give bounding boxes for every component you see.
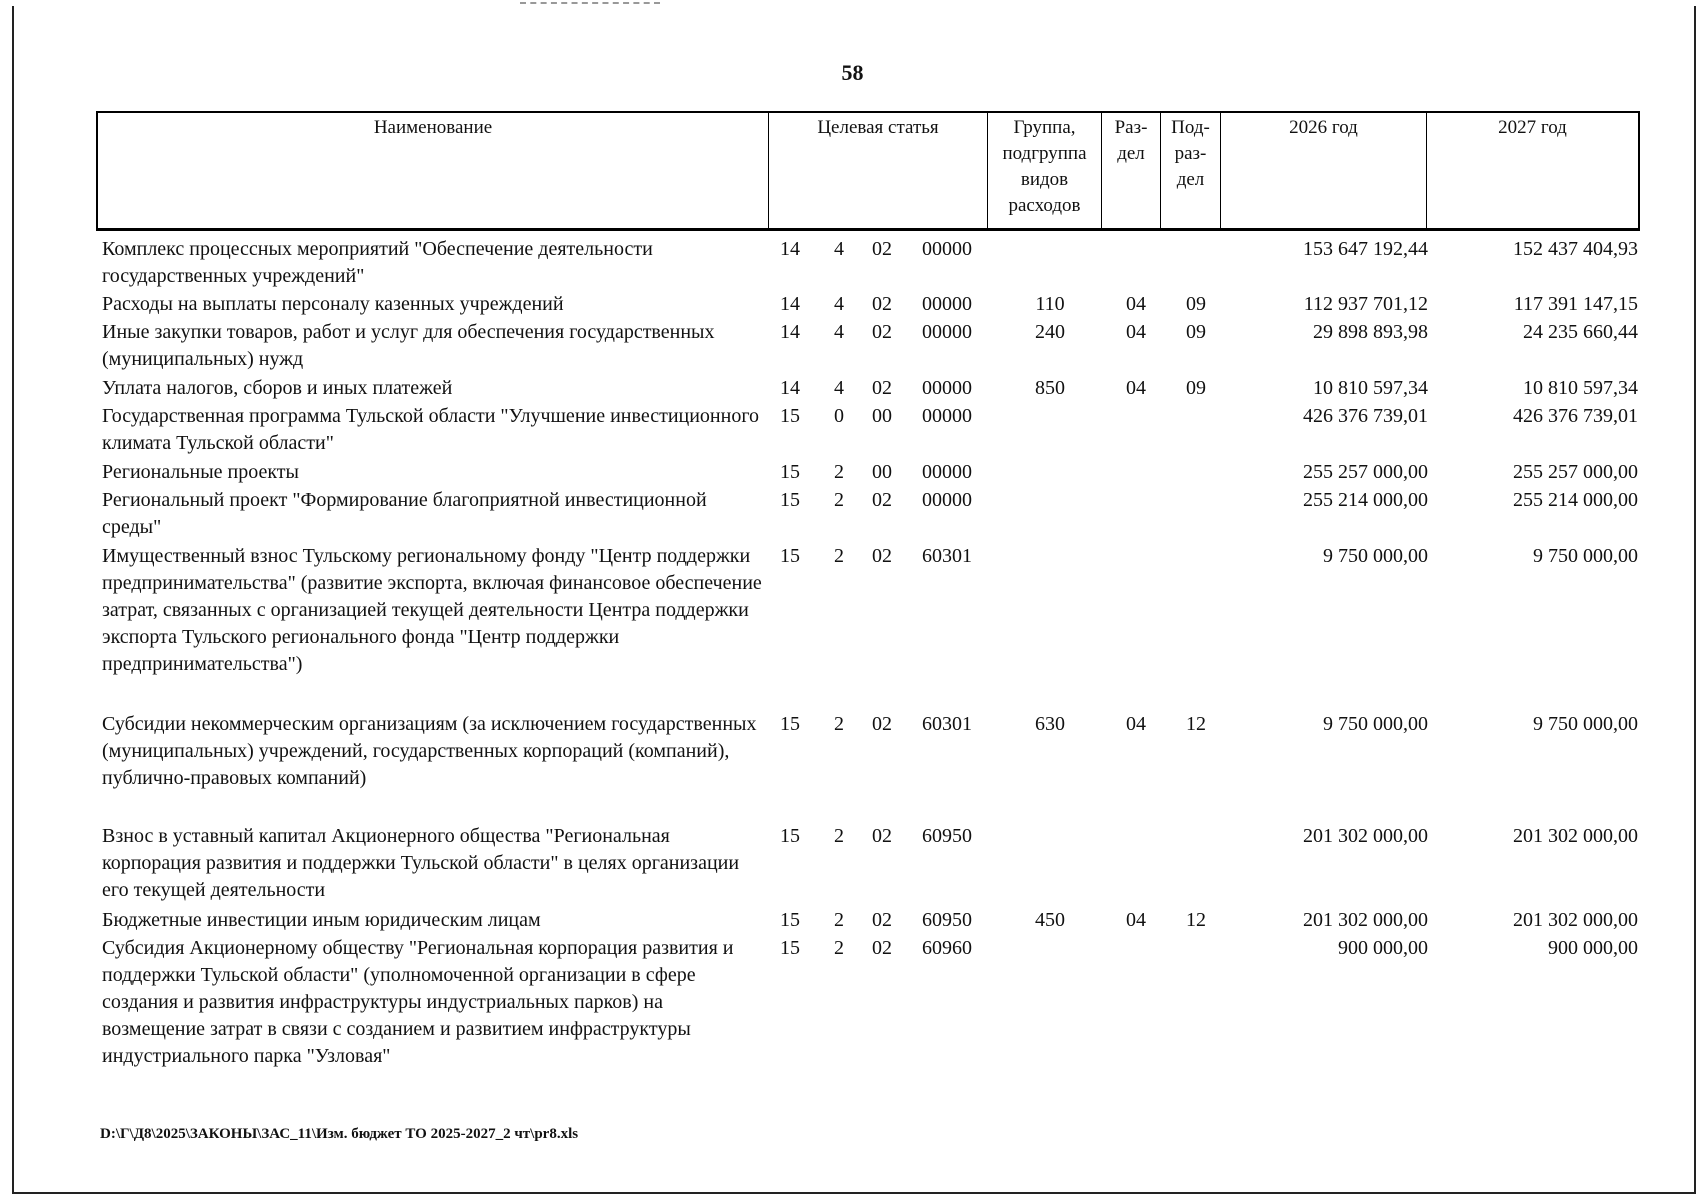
header-name: Наименование bbox=[98, 113, 769, 228]
cell-pod: 09 bbox=[1186, 377, 1206, 399]
cell-c4: 00000 bbox=[922, 238, 972, 260]
cell-name: Уплата налогов, сборов и иных платежей bbox=[102, 377, 453, 399]
cell-c2: 4 bbox=[834, 238, 844, 260]
cell-c2: 2 bbox=[834, 461, 844, 483]
cell-raz: 04 bbox=[1126, 321, 1146, 343]
cell-y26: 10 810 597,34 bbox=[1313, 377, 1428, 399]
cell-name: Субсидии некоммерческим организациям (за исключением государственных (муниципальных) учреждений, государственных корпораций (компаний), публично-правовых компаний) bbox=[102, 713, 757, 789]
cell-c3: 02 bbox=[872, 909, 892, 931]
cell-c3: 02 bbox=[872, 937, 892, 959]
cell-name: Имущественный взнос Тульскому региональному фонду "Центр поддержки предпринимательства" (развитие экспорта, включая финансовое обеспечение затрат, связанных с организацией текущей деятельности Центра поддержки экспорта Тульского регионального фонда "Центр поддержки предпринимательства") bbox=[102, 545, 762, 675]
cell-grp: 850 bbox=[1035, 377, 1065, 399]
cell-c1: 14 bbox=[780, 321, 800, 343]
cell-c1: 15 bbox=[780, 713, 800, 735]
header-podrazdel: Под- раз- дел bbox=[1161, 113, 1221, 228]
cell-c2: 4 bbox=[834, 321, 844, 343]
cell-c4: 00000 bbox=[922, 489, 972, 511]
cell-name: Субсидия Акционерному обществу "Региональная корпорация развития и поддержки Тульской области" (уполномоченной организации в сфере создания и развития инфраструктуры индустриальных парков) на возмещение затрат в связи с созданием и развитием инфраструктуры индустриального парка "Узловая" bbox=[102, 937, 734, 1067]
cell-y27: 426 376 739,01 bbox=[1513, 405, 1638, 427]
cell-y26: 153 647 192,44 bbox=[1303, 238, 1428, 260]
cell-c2: 2 bbox=[834, 713, 844, 735]
cell-y26: 900 000,00 bbox=[1338, 937, 1428, 959]
cell-y27: 9 750 000,00 bbox=[1533, 713, 1638, 735]
cell-c2: 2 bbox=[834, 489, 844, 511]
cell-name: Региональный проект "Формирование благоприятной инвестиционной среды" bbox=[102, 489, 707, 538]
cell-c2: 4 bbox=[834, 377, 844, 399]
cell-pod: 09 bbox=[1186, 321, 1206, 343]
cell-c3: 00 bbox=[872, 461, 892, 483]
cell-c1: 15 bbox=[780, 825, 800, 847]
cell-c1: 14 bbox=[780, 293, 800, 315]
cell-c2: 2 bbox=[834, 909, 844, 931]
header-year-2027: 2027 год bbox=[1498, 117, 1567, 138]
cell-y27: 255 257 000,00 bbox=[1513, 461, 1638, 483]
cell-c3: 02 bbox=[872, 825, 892, 847]
cell-raz: 04 bbox=[1126, 713, 1146, 735]
cell-y26: 255 214 000,00 bbox=[1303, 489, 1428, 511]
header-expense-group: Группа, подгруппа видов расходов bbox=[988, 113, 1102, 228]
cell-grp: 450 bbox=[1035, 909, 1065, 931]
cell-c4: 60950 bbox=[922, 825, 972, 847]
cell-c3: 02 bbox=[872, 713, 892, 735]
cell-y27: 152 437 404,93 bbox=[1513, 238, 1638, 260]
cell-y26: 255 257 000,00 bbox=[1303, 461, 1428, 483]
cell-y27: 24 235 660,44 bbox=[1523, 321, 1638, 343]
cell-y26: 201 302 000,00 bbox=[1303, 909, 1428, 931]
cell-c3: 02 bbox=[872, 545, 892, 567]
cell-c1: 14 bbox=[780, 377, 800, 399]
cell-c1: 15 bbox=[780, 909, 800, 931]
cell-raz: 04 bbox=[1126, 293, 1146, 315]
cell-c3: 02 bbox=[872, 321, 892, 343]
cell-c1: 15 bbox=[780, 461, 800, 483]
cell-y26: 9 750 000,00 bbox=[1323, 545, 1428, 567]
cell-c3: 02 bbox=[872, 489, 892, 511]
cell-c4: 60301 bbox=[922, 713, 972, 735]
cell-y27: 9 750 000,00 bbox=[1533, 545, 1638, 567]
cell-c2: 0 bbox=[834, 405, 844, 427]
cell-c1: 15 bbox=[780, 545, 800, 567]
cell-y27: 201 302 000,00 bbox=[1513, 909, 1638, 931]
cell-pod: 12 bbox=[1186, 713, 1206, 735]
cell-c2: 2 bbox=[834, 825, 844, 847]
cell-y26: 426 376 739,01 bbox=[1303, 405, 1428, 427]
cell-name: Взнос в уставный капитал Акционерного общества "Региональная корпорация развития и поддержки Тульской области" в целях организации его текущей деятельности bbox=[102, 825, 740, 901]
cell-c4: 00000 bbox=[922, 377, 972, 399]
cell-y26: 112 937 701,12 bbox=[1303, 293, 1428, 315]
cell-y27: 117 391 147,15 bbox=[1513, 293, 1638, 315]
cell-name: Комплекс процессных мероприятий "Обеспечение деятельности государственных учреждений" bbox=[102, 238, 653, 287]
cell-c1: 15 bbox=[780, 405, 800, 427]
cell-c3: 02 bbox=[872, 238, 892, 260]
cell-name: Региональные проекты bbox=[102, 461, 299, 483]
cell-y26: 9 750 000,00 bbox=[1323, 713, 1428, 735]
cell-y27: 255 214 000,00 bbox=[1513, 489, 1638, 511]
header-razdel: Раз- дел bbox=[1102, 113, 1161, 228]
cell-name: Иные закупки товаров, работ и услуг для обеспечения государственных (муниципальных) нужд bbox=[102, 321, 715, 370]
cell-c4: 00000 bbox=[922, 293, 972, 315]
cell-c3: 02 bbox=[872, 293, 892, 315]
file-path-footer: D:\Г\Д8\2025\ЗАКОНЫ\ЗАС_11\Изм. бюджет ТО 2025-2027_2 чт\pr8.xls bbox=[100, 1126, 579, 1142]
cell-c4: 60950 bbox=[922, 909, 972, 931]
cell-c4: 00000 bbox=[922, 321, 972, 343]
cell-grp: 240 bbox=[1035, 321, 1065, 343]
cell-y27: 10 810 597,34 bbox=[1523, 377, 1638, 399]
page-number: 58 bbox=[841, 60, 864, 85]
cell-c3: 02 bbox=[872, 377, 892, 399]
cell-grp: 630 bbox=[1035, 713, 1065, 735]
cell-y26: 201 302 000,00 bbox=[1303, 825, 1428, 847]
cell-c1: 15 bbox=[780, 489, 800, 511]
cell-c4: 60960 bbox=[922, 937, 972, 959]
cell-y26: 29 898 893,98 bbox=[1313, 321, 1428, 343]
cell-name: Государственная программа Тульской области "Улучшение инвестиционного климата Тульской области" bbox=[102, 405, 760, 454]
cell-c2: 2 bbox=[834, 937, 844, 959]
cell-c3: 00 bbox=[872, 405, 892, 427]
cell-pod: 12 bbox=[1186, 909, 1206, 931]
cell-c2: 4 bbox=[834, 293, 844, 315]
cell-c1: 15 bbox=[780, 937, 800, 959]
cell-y27: 900 000,00 bbox=[1548, 937, 1638, 959]
header-year-2026: 2026 год bbox=[1221, 113, 1427, 228]
cell-name: Бюджетные инвестиции иным юридическим лицам bbox=[102, 909, 541, 931]
cell-c4: 60301 bbox=[922, 545, 972, 567]
cell-pod: 09 bbox=[1186, 293, 1206, 315]
cell-raz: 04 bbox=[1126, 377, 1146, 399]
cell-raz: 04 bbox=[1126, 909, 1146, 931]
cell-c4: 00000 bbox=[922, 461, 972, 483]
cell-c2: 2 bbox=[834, 545, 844, 567]
cell-grp: 110 bbox=[1035, 293, 1065, 315]
cell-name: Расходы на выплаты персоналу казенных учреждений bbox=[102, 293, 564, 315]
cell-c1: 14 bbox=[780, 238, 800, 260]
header-target-article: Целевая статья bbox=[769, 113, 988, 228]
cell-c4: 00000 bbox=[922, 405, 972, 427]
cell-y27: 201 302 000,00 bbox=[1513, 825, 1638, 847]
